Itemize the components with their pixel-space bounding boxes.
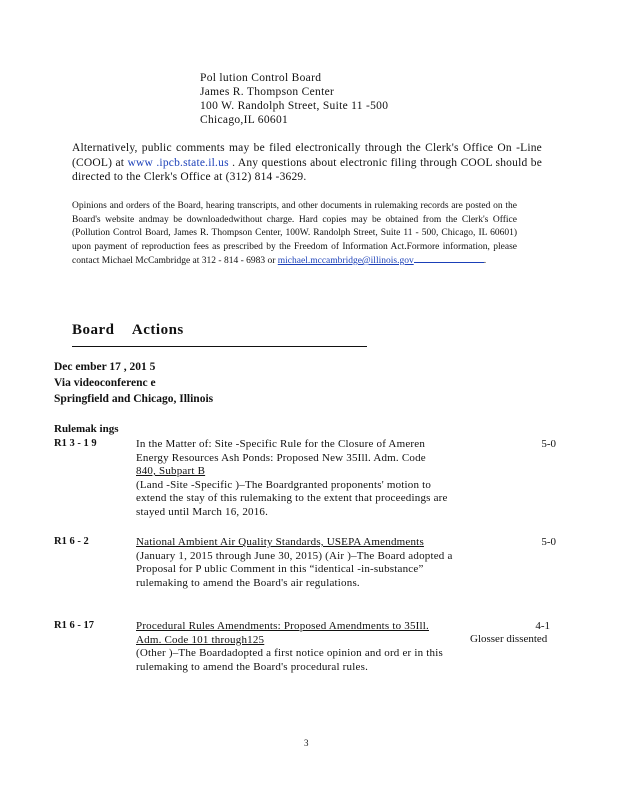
rulemaking-title-line: In the Matter of: Site -Specific Rule for the Closure of Ameren (136, 438, 426, 450)
vote-tally: 5-0 (541, 536, 556, 548)
rulemaking-action: (Land -Site -Specific )–The Boardgranted proponents' motion to extend the stay of this rulemaking to the extent that proceedings are stayed until March 16, 2016. (136, 478, 448, 518)
ipcb-website-link[interactable]: www .ipcb.state.il.us (127, 156, 229, 169)
opinions-orders-paragraph (72, 200, 517, 269)
rulemaking-description (136, 438, 454, 519)
email-underline-filler (414, 254, 484, 263)
rulemaking-description (136, 536, 454, 590)
rulemaking-action: (Other )–The Boardadopted a first notice opinion and ord er in this rulemaking to amend the Board's procedural rules. (136, 647, 443, 673)
rulemakings-label: Rulemak ings (54, 423, 119, 435)
electronic-filing-paragraph (72, 141, 542, 185)
address-line-4: Chicago,IL 60601 (200, 114, 289, 126)
paragraph1-text-start: Alternatively, public comments may be filed electronically through the Clerk's Office On -Line (COOL) at (72, 142, 542, 169)
rulemaking-title-line: Adm. Code 101 through125 (136, 633, 265, 646)
address-line-2: James R. Thompson Center (200, 86, 335, 98)
vote-tally: 4-1 (535, 620, 550, 632)
address-line-3: 100 W. Randolph Street, Suite 11 -500 (200, 100, 389, 112)
paragraph2-text: Opinions and orders of the Board, hearing transcripts, and other documents in rulemaking records are posted on the Board's website andmay be downloadedwithout charge. Hard copies may be obtained from the Clerk's Office (Pollution Control Board, James R. Thompson Center, 100W. Randolph Street, Suite 11 - 500, Chicago, IL 60601) upon payment of reproduction fees as prescribed by the Freedom of Information Act.Formore information, please contact Michael McCambridge at 312 - 814 - 6983 or (72, 201, 517, 266)
meeting-info (54, 359, 213, 407)
board-actions-heading: Board Actions (72, 322, 184, 338)
rulemaking-title-line: Energy Resources Ash Ponds: Proposed New 35Ill. Adm. Code (136, 451, 426, 464)
rulemaking-title-line: 840, Subpart B (136, 465, 206, 477)
paragraph1-text-end: . Any questions about electronic filing through COOL should be directed to the Clerk's Office at (312) 814 -3629. (72, 156, 543, 183)
rulemaking-description (136, 620, 454, 674)
rulemaking-action: (January 1, 2015 through June 30, 2015) (Air )–The Board adopted a Proposal for P ublic Comment in this “identical -in-substance” rulemaking to amend the Board's air regulations. (136, 549, 453, 589)
meeting-location: Springfield and Chicago, Illinois (54, 393, 214, 405)
rulemaking-number: R1 3 - 1 9 (54, 438, 97, 449)
heading-rule (72, 346, 367, 347)
paragraph2-end: . (483, 256, 487, 266)
rulemaking-number: R1 6 - 17 (54, 620, 94, 631)
rulemaking-number: R1 6 - 2 (54, 536, 89, 547)
rulemaking-title-line: National Ambient Air Quality Standards, USEPA Amendments (136, 536, 424, 548)
rulemaking-title-line: Procedural Rules Amendments: Proposed Amendments to 35Ill. (136, 620, 429, 632)
contact-email-link[interactable]: michael.mccambridge@illinois.gov (277, 256, 414, 266)
meeting-date: Dec ember 17 , 201 5 (54, 361, 156, 373)
dissent-note: Glosser dissented (470, 633, 548, 645)
page-number: 3 (304, 738, 309, 748)
address-line-1: Pol lution Control Board (200, 72, 322, 84)
meeting-via: Via videoconferenc e (54, 377, 156, 389)
vote-tally: 5-0 (541, 438, 556, 450)
address-block (200, 71, 388, 127)
